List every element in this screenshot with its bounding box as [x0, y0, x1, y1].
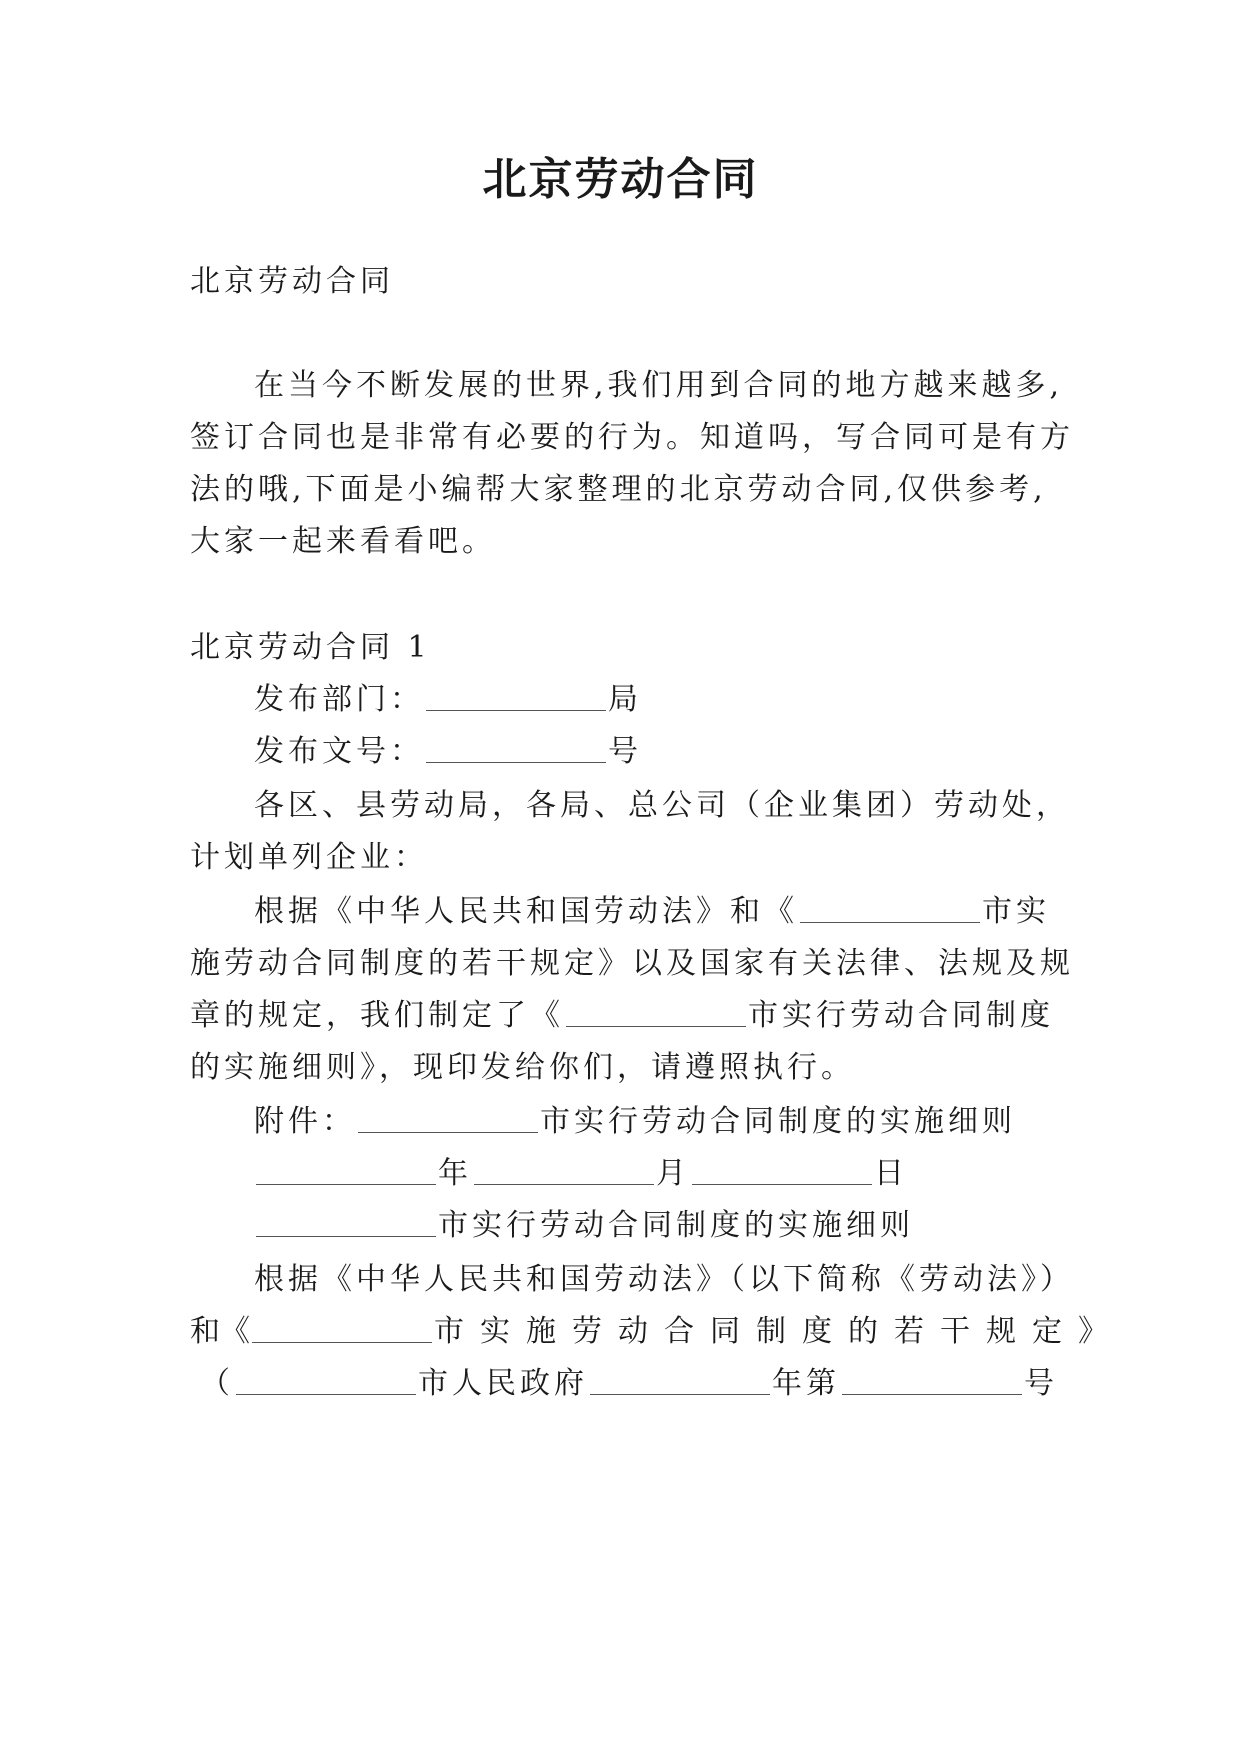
intro-line-3: 法的哦,下面是小编帮大家整理的北京劳动合同,仅供参考,	[190, 472, 1047, 507]
body1-line-1-a: 根据《中华人民共和国劳动法》和《	[254, 894, 798, 929]
body2-blank-1	[252, 1316, 432, 1343]
section-heading: 北京劳动合同 1	[190, 630, 431, 665]
body2-line-3	[200, 1364, 1070, 1404]
date-line	[254, 1154, 1060, 1194]
body1-line-3-a: 章的规定，我们制定了《	[190, 998, 564, 1033]
year-blank	[256, 1158, 436, 1185]
rules-title: 市实行劳动合同制度的实施细则	[438, 1208, 914, 1243]
body2-line-2	[190, 1312, 1124, 1352]
body2-line-3-a: （	[200, 1366, 234, 1401]
document-title: 北京劳动合同	[482, 154, 759, 205]
body2-line-3-b: 市人民政府	[418, 1366, 588, 1401]
attachment-text: 市实行劳动合同制度的实施细则	[540, 1104, 1016, 1139]
body2-line-2-a: 和《	[190, 1314, 250, 1349]
body2-line-1: 根据《中华人民共和国劳动法》（以下简称《劳动法》）	[254, 1262, 1074, 1297]
attachment-label: 附件：	[254, 1104, 356, 1139]
body1-line-1-b: 市实	[982, 894, 1050, 929]
docno-field	[254, 732, 1060, 772]
dept-blank	[426, 684, 606, 711]
dept-field	[254, 680, 1060, 720]
intro-line-4: 大家一起来看看吧。	[190, 524, 496, 559]
rules-title-blank	[256, 1210, 436, 1237]
intro-line-1: 在当今不断发展的世界,我们用到合同的地方越来越多,	[254, 368, 1064, 403]
body1-blank-2	[566, 1000, 746, 1027]
body2-blank-4	[842, 1368, 1022, 1395]
month-label: 月	[656, 1156, 690, 1191]
body1-line-3-b: 市实行劳动合同制度	[748, 998, 1054, 1033]
day-blank	[692, 1158, 872, 1185]
addressee-line-2: 计划单列企业：	[190, 840, 428, 875]
body2-blank-2	[236, 1368, 416, 1395]
body2-line-3-d: 号	[1024, 1366, 1058, 1401]
body2-line-2-b: 市实施劳动合同制度的若干规定》	[434, 1314, 1124, 1349]
body2-line-3-c: 年第	[772, 1366, 840, 1401]
dept-suffix: 局	[608, 682, 642, 717]
body1-line-2: 施劳动合同制度的若干规定》以及国家有关法律、法规及规	[190, 946, 1074, 981]
dept-label: 发布部门：	[254, 682, 424, 717]
attachment-line	[254, 1102, 1060, 1142]
addressee-line-1: 各区、县劳动局，各局、总公司（企业集团）劳动处，	[254, 788, 1070, 823]
body1-blank-1	[800, 896, 980, 923]
day-label: 日	[874, 1156, 908, 1191]
body1-line-3	[190, 996, 1060, 1036]
body2-blank-3	[590, 1368, 770, 1395]
year-label: 年	[438, 1156, 472, 1191]
attachment-blank	[358, 1106, 538, 1133]
docno-label: 发布文号：	[254, 734, 424, 769]
rules-title-line	[254, 1206, 1060, 1246]
body1-line-4: 的实施细则》，现印发给你们，请遵照执行。	[190, 1050, 855, 1085]
docno-suffix: 号	[608, 734, 642, 769]
body1-line-1	[254, 892, 1060, 932]
docno-blank	[426, 736, 606, 763]
month-blank	[474, 1158, 654, 1185]
intro-line-2: 签订合同也是非常有必要的行为。知道吗，写合同可是有方	[190, 420, 1074, 455]
document-subtitle: 北京劳动合同	[190, 264, 394, 299]
